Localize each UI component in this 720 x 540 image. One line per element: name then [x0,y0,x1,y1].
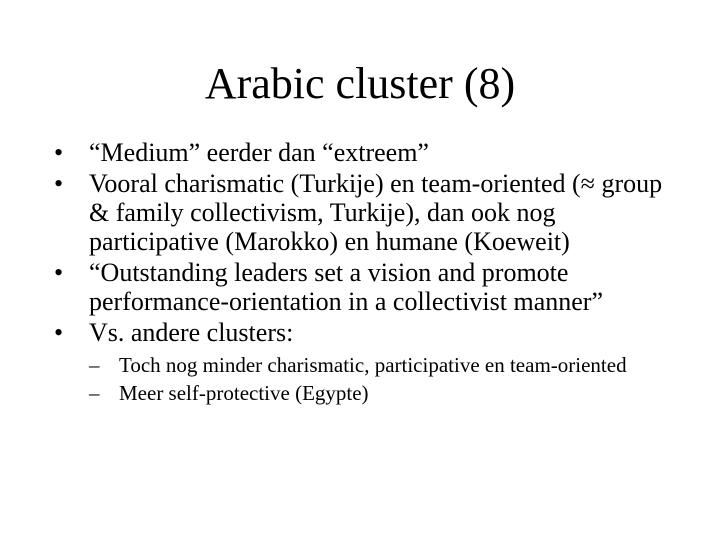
slide-title: Arabic cluster (8) [204,59,516,108]
bullet-icon: • [54,258,64,287]
bullet-text: Vs. andere clusters: [89,318,294,347]
bullet-item [54,258,684,316]
sub-bullet-list [89,353,684,405]
bullet-icon: • [54,318,64,347]
bullet-icon: • [54,169,64,198]
bullet-icon: • [54,138,64,167]
dash-icon: – [89,381,100,405]
sub-bullet-text: Toch nog minder charismatic, participative en team-oriented [119,353,627,377]
sub-bullet-text: Meer self-protective (Egypte) [119,381,369,405]
sub-bullet-item [89,353,684,377]
bullet-item [54,169,684,256]
bullet-text: Vooral charismatic (Turkije) en team-oriented (≈ group & family collectivism, Turkije), dan ook nog participative (Marokko) en humane (Koeweit) [89,169,663,256]
bullet-text: “Outstanding leaders set a vision and promote performance-orientation in a collectivist manner” [89,258,603,316]
bullet-item [54,138,684,167]
sub-bullet-item [89,381,684,405]
bullet-list [54,138,684,409]
bullet-item [54,318,684,405]
dash-icon: – [89,353,100,377]
bullet-text: “Medium” eerder dan “extreem” [89,138,429,167]
